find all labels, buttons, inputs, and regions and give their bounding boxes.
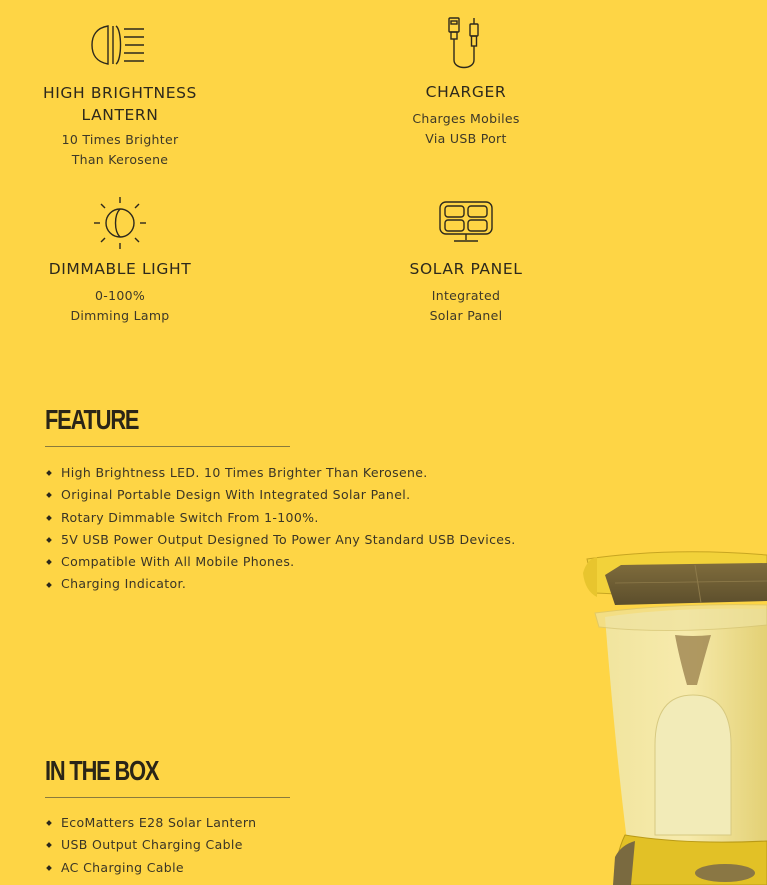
feature-divider [45, 446, 290, 447]
feature-charger [376, 16, 556, 148]
list-item: Charging Indicator. [45, 573, 516, 595]
bullet-icon [46, 843, 52, 849]
bullet-icon [46, 493, 52, 499]
in-the-box-divider [45, 797, 290, 798]
list-item: High Brightness LED. 10 Times Brighter Than Kerosene. [45, 462, 516, 484]
feature-title: CHARGER [425, 83, 507, 101]
bullet-icon [46, 865, 52, 871]
feature-desc-line2: Than Kerosene [71, 151, 169, 167]
solar-panel-icon [438, 200, 494, 246]
headlight-icon [88, 22, 152, 68]
feature-title: DIMMABLE LIGHT [48, 260, 192, 278]
list-item: 5V USB Power Output Designed To Power Any Standard USB Devices. [45, 529, 516, 551]
bullet-icon [46, 820, 52, 826]
feature-title-line2: LANTERN [81, 106, 159, 124]
bullet-icon [46, 470, 52, 476]
list-item: Compatible With All Mobile Phones. [45, 551, 516, 573]
list-item: AC Charging Cable [45, 857, 256, 879]
usb-cable-icon [441, 16, 491, 74]
feature-desc: 10 Times Brighter [61, 132, 179, 147]
feature-dimmable-light [30, 195, 210, 325]
feature-desc-line2: Via USB Port [425, 130, 507, 146]
feature-list [45, 462, 516, 596]
bullet-icon [46, 515, 52, 521]
list-item: Rotary Dimmable Switch From 1-100%. [45, 507, 516, 529]
feature-title: HIGH BRIGHTNESS [43, 84, 197, 102]
bullet-icon [46, 559, 52, 565]
feature-desc: Charges Mobiles [412, 111, 520, 126]
in-the-box-list [45, 812, 256, 879]
solar-lantern-image [575, 545, 767, 885]
feature-title: SOLAR PANEL [409, 260, 523, 278]
list-item: USB Output Charging Cable [45, 834, 256, 856]
feature-desc-line2: Solar Panel [429, 307, 503, 323]
in-the-box-heading: IN THE BOX [45, 755, 159, 786]
feature-high-brightness [30, 22, 210, 169]
bullet-icon [46, 582, 52, 588]
feature-solar-panel [376, 200, 556, 325]
feature-heading: FEATURE [45, 404, 139, 435]
feature-desc: 0-100% [95, 288, 145, 303]
feature-desc: Integrated [431, 288, 501, 303]
list-item: EcoMatters E28 Solar Lantern [45, 812, 256, 834]
bullet-icon [46, 537, 52, 543]
list-item: Original Portable Design With Integrated Solar Panel. [45, 484, 516, 506]
feature-desc-line2: Dimming Lamp [70, 307, 170, 323]
dimmer-sun-icon [92, 195, 148, 251]
